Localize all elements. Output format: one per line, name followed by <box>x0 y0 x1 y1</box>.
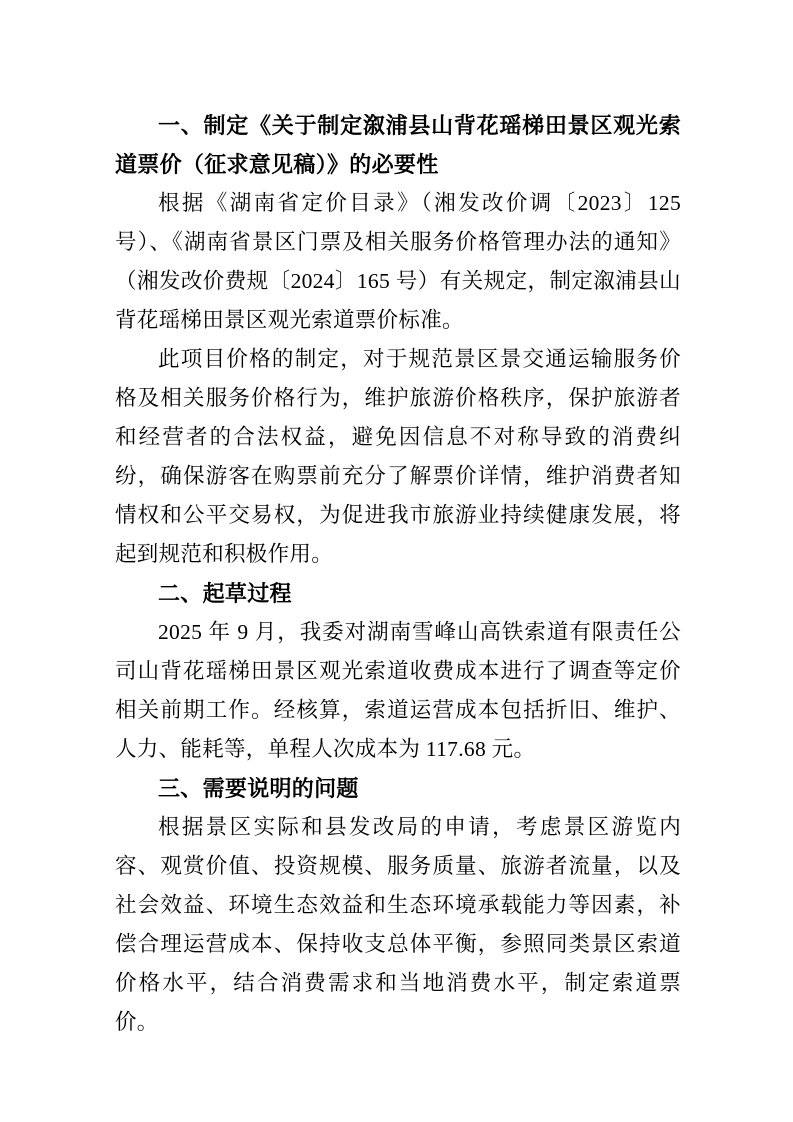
paragraph-cost-investigation: 2025 年 9 月，我委对湖南雪峰山高铁索道有限责任公司山背花瑶梯田景区观光索道收费成本进行了调查等定价相关前期工作。经核算，索道运营成本包括折旧、维护、人力、能耗等，单程人次成本为 117.68 元。 <box>115 620 681 761</box>
document-content <box>115 106 681 1042</box>
section-heading-necessity: 一、制定《关于制定溆浦县山背花瑶梯田景区观光索道票价（征求意见稿）》的必要性 <box>115 113 681 177</box>
paragraph-pricing-considerations: 根据景区实际和县发改局的申请，考虑景区游览内容、观赏价值、投资规模、服务质量、旅游者流量，以及社会效益、环境生态效益和生态环境承载能力等因素，补偿合理运营成本、保持收支总体平衡，参照同类景区索道价格水平，结合消费需求和当地消费水平，制定索道票价。 <box>115 815 681 1034</box>
paragraph-purpose: 此项目价格的制定，对于规范景区景交通运输服务价格及相关服务价格行为，维护旅游价格秩序，保护旅游者和经营者的合法权益，避免因信息不对称导致的消费纠纷，确保游客在购票前充分了解票价详情，维护消费者知情权和公平交易权，为促进我市旅游业持续健康发展，将起到规范和积极作用。 <box>115 347 681 566</box>
section-heading-issues-to-explain: 三、需要说明的问题 <box>158 776 359 801</box>
paragraph-legal-basis: 根据《湖南省定价目录》（湘发改价调〔2023〕125 号）、《湖南省景区门票及相关服务价格管理办法的通知》（湘发改价费规〔2024〕165 号）有关规定，制定溆浦县山背花瑶梯田景区观光索道票价标准。 <box>115 191 681 332</box>
section-heading-drafting-process: 二、起草过程 <box>158 581 292 606</box>
